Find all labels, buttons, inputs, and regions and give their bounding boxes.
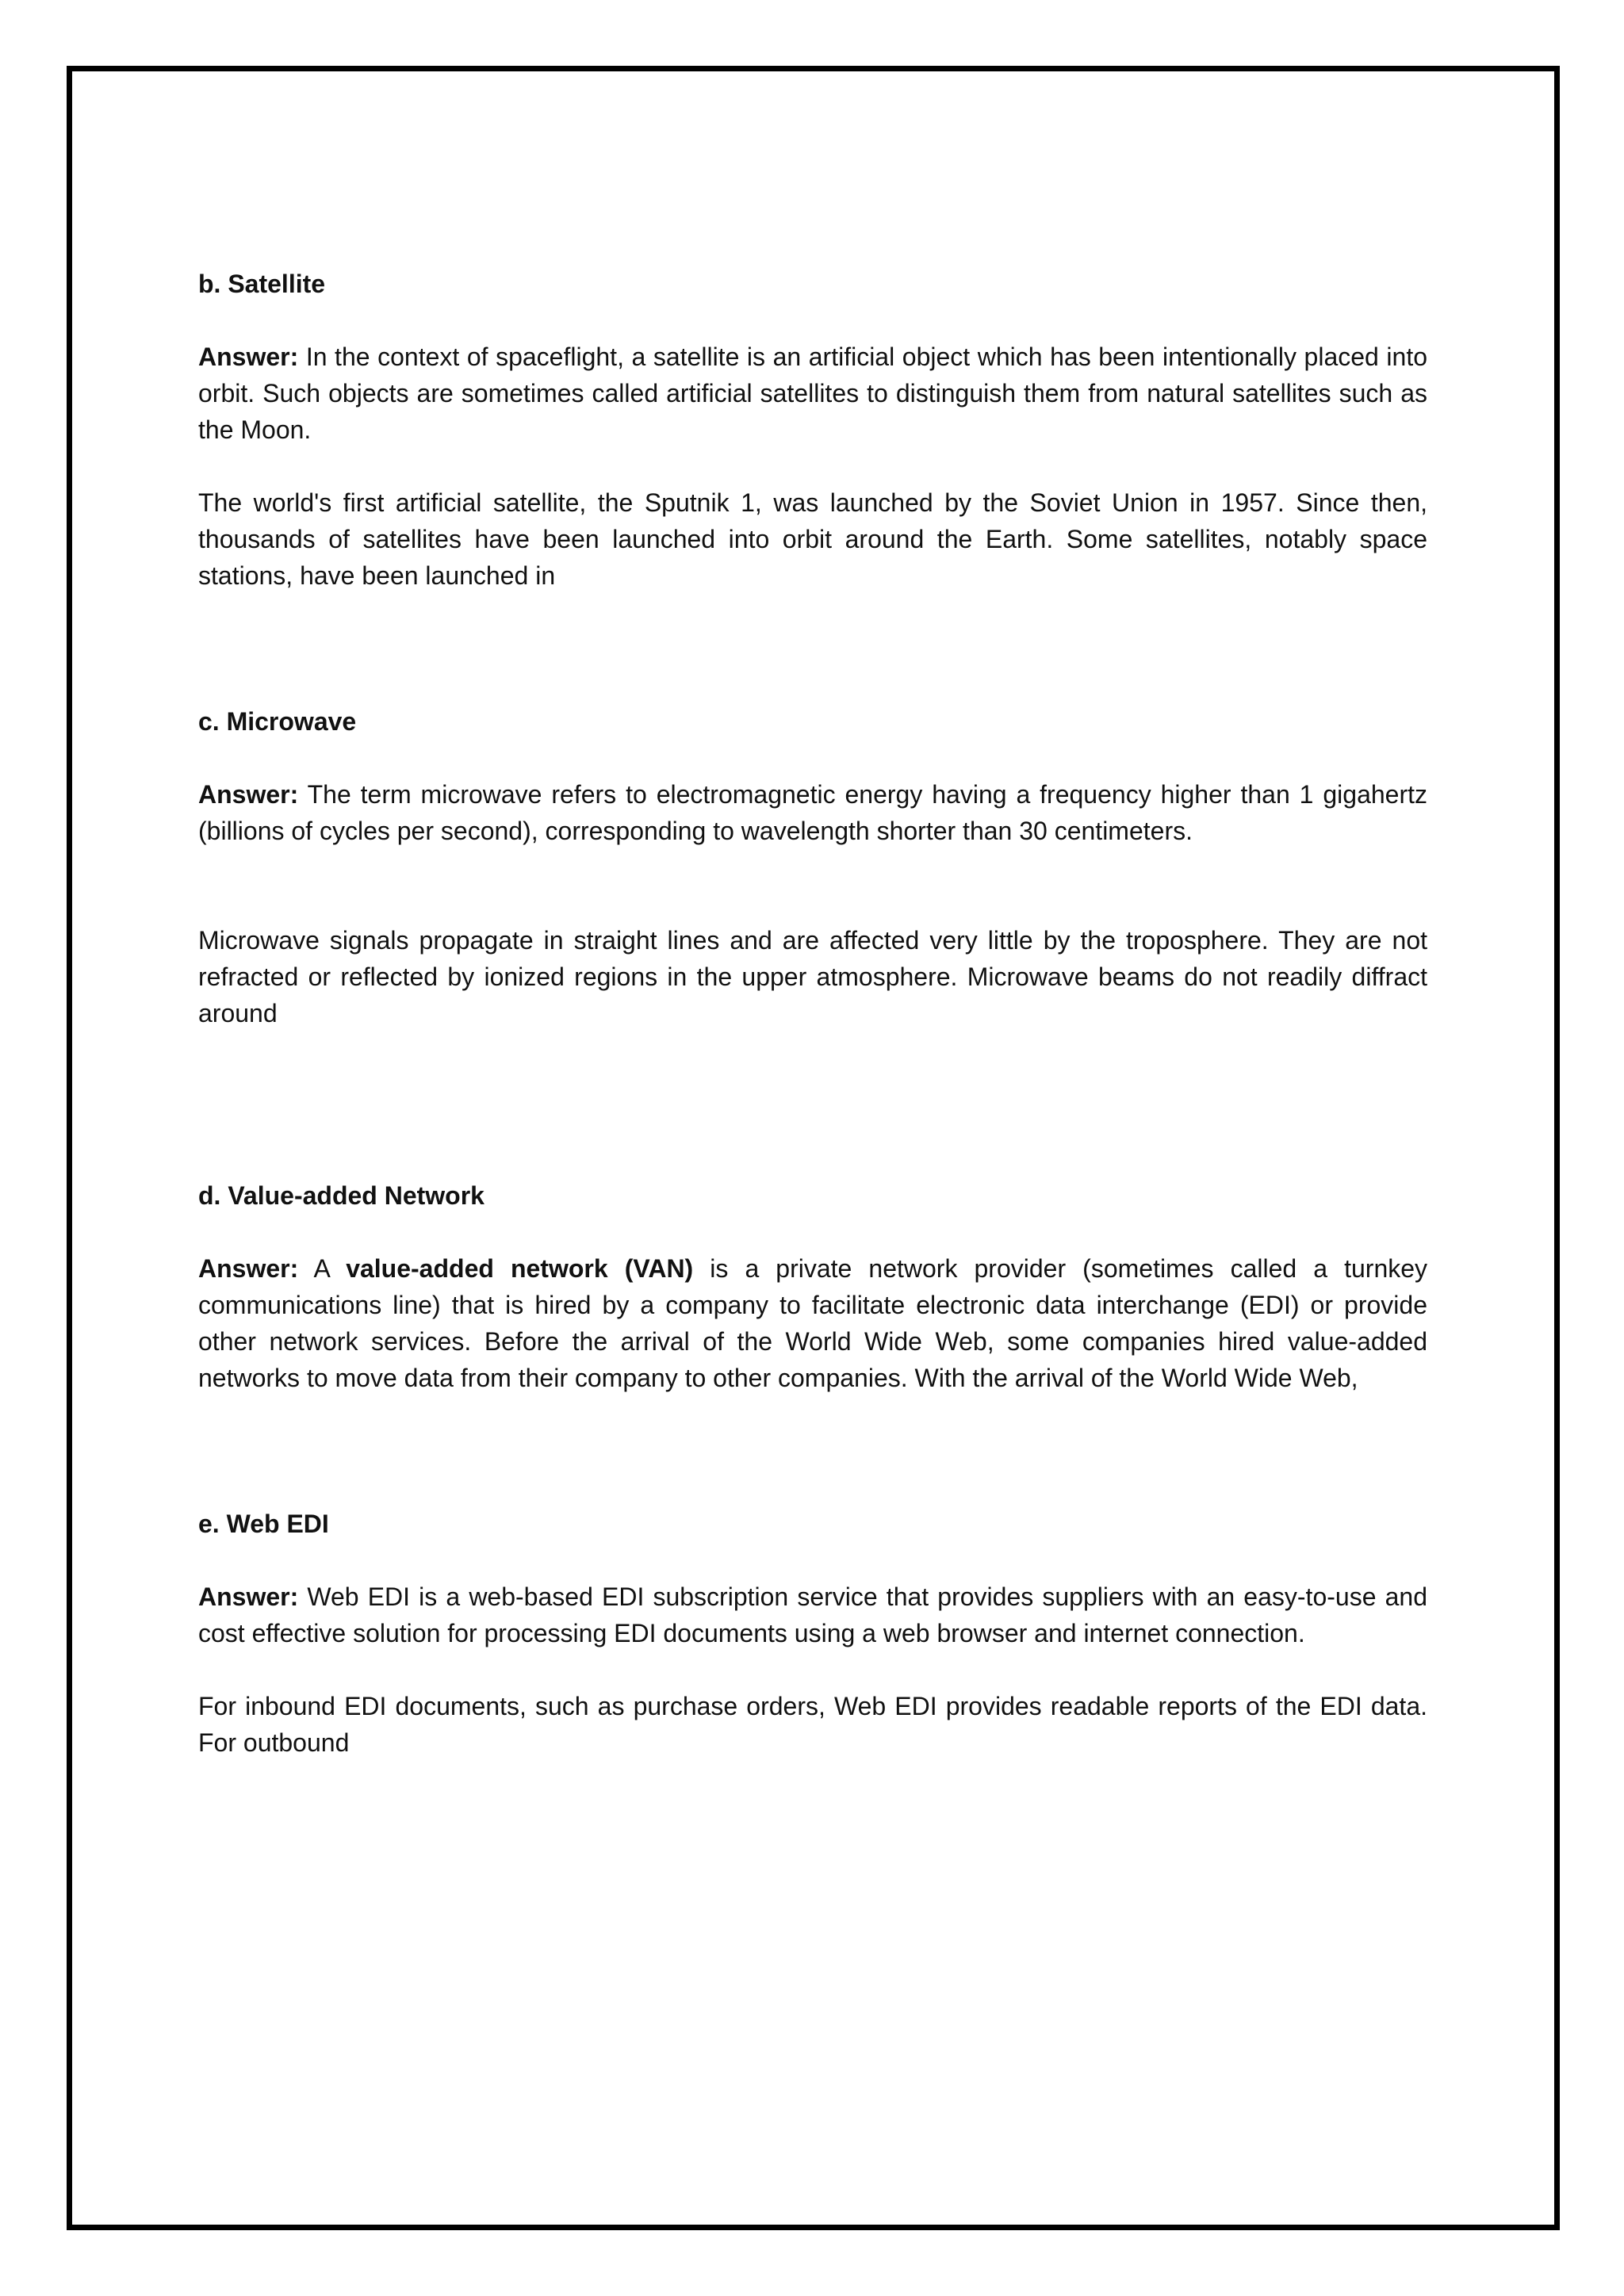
section-heading-microwave: c. Microwave (198, 707, 357, 736)
satellite-answer-text: In the context of spaceflight, a satellite is an artificial object which has been intentionally placed into orbit. Such objects are sometimes called artificial satellites to distinguish them from natural satellites such as the Moon. (198, 342, 1428, 444)
webedi-paragraph-2: For inbound EDI documents, such as purchase orders, Web EDI provides readable reports of the EDI data. For outbound (198, 1692, 1427, 1757)
answer-label: Answer: (198, 342, 299, 371)
van-answer-text: is a private network provider (sometimes called a turnkey communications line) that is hired by a company to facilitate electronic data interchange (EDI) or provide other network services. Before the arrival of the World Wide Web, some companies hired value-added networks to move data from their company to other companies. With the arrival of the World Wide Web, (198, 1254, 1428, 1392)
answer-label: Answer: (198, 1582, 299, 1611)
answer-label: Answer: (198, 780, 299, 809)
answer-label: Answer: (198, 1254, 299, 1283)
microwave-paragraph-2: Microwave signals propagate in straight lines and are affected very little by the troposphere. They are not refracted or reflected by ionized regions in the upper atmosphere. Microwave beams do not readily diffract around (198, 926, 1427, 1027)
microwave-answer-text: The term microwave refers to electromagnetic energy having a frequency higher than 1 gigahertz (billions of cycles per second), corresponding to wavelength shorter than 30 centimeters. (198, 780, 1428, 845)
section-heading-van: d. Value-added Network (198, 1181, 485, 1210)
van-answer-lead: A (313, 1254, 330, 1283)
section-heading-webedi: e. Web EDI (198, 1510, 329, 1538)
microwave-answer (198, 776, 1427, 849)
webedi-answer-text: Web EDI is a web-based EDI subscription service that provides suppliers with an easy-to-use and cost effective solution for processing EDI documents using a web browser and internet connection. (198, 1582, 1428, 1647)
section-heading-satellite: b. Satellite (198, 270, 326, 298)
van-answer (198, 1250, 1427, 1396)
webedi-answer (198, 1578, 1427, 1651)
satellite-answer (198, 339, 1427, 448)
document-body (198, 266, 1427, 1761)
van-term: value-added network (VAN) (346, 1254, 694, 1283)
satellite-paragraph-2: The world's first artificial satellite, the Sputnik 1, was launched by the Soviet Union in 1957. Since then, thousands of satellites have been launched into orbit around the Earth. Some satellites, notably space stations, have been launched in (198, 488, 1427, 590)
